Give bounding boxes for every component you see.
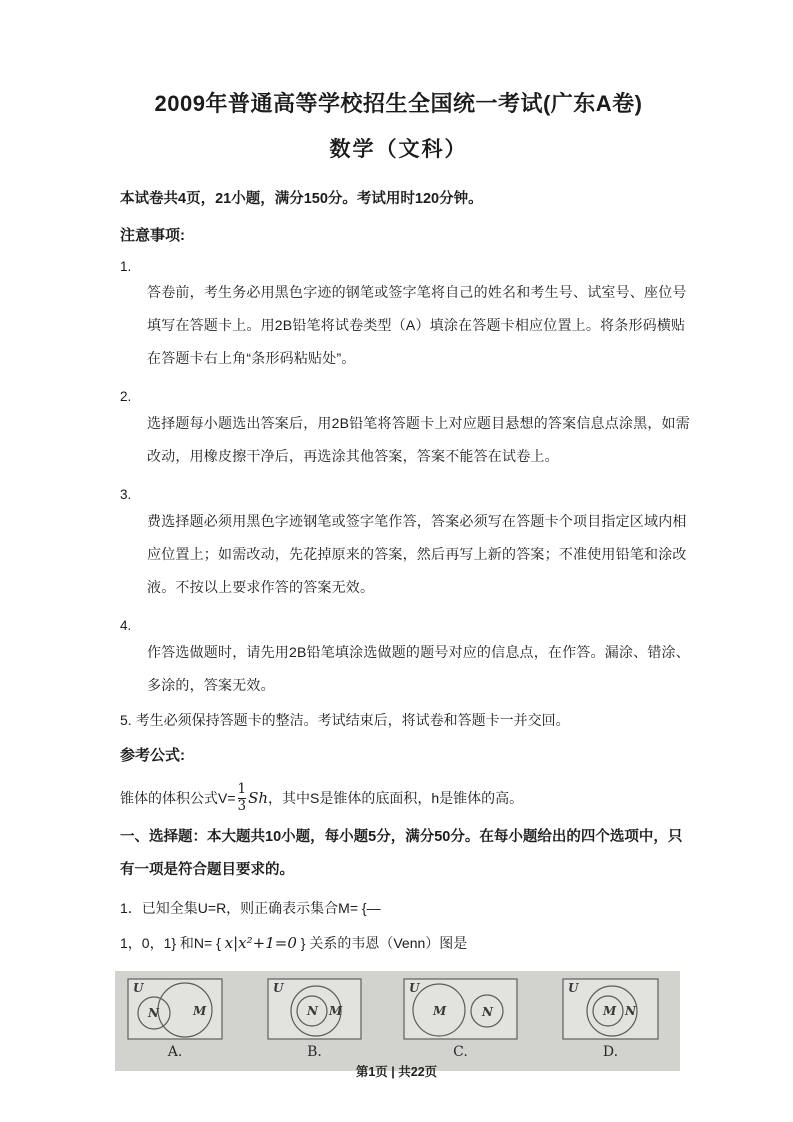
formula-post-text: ，其中S是锥体的底面积，h是锥体的高。 [268, 790, 524, 807]
text-line: 应位置上；如需改动，先花掉原来的答案，然后再写上新的答案；不准使用铅笔和涂改 [147, 546, 687, 563]
note-4-number: 4. [120, 618, 132, 634]
text-line: 改动，用橡皮擦干净后，再选涂其他答案，答案不能答在试卷上。 [147, 448, 559, 465]
formula-variables: Sh [248, 789, 269, 808]
set-m-label: M [193, 1004, 207, 1019]
footer-total-pages: 共22页 [398, 1065, 438, 1079]
venn-option-c [403, 978, 518, 1060]
text-line: 答卷前，考生务必用黑色字迹的钢笔或签字笔将自己的姓名和考生号、试室号、座位号 [147, 284, 687, 301]
option-c-label: C. [453, 1044, 468, 1061]
set-n-label: N [148, 1006, 159, 1021]
text-line: 填写在答题卡上。用2B铅笔将试卷类型（A）填涂在答题卡相应位置上。将条形码横贴 [147, 317, 686, 334]
question-1-line-2-post: } 关系的韦恩（Venn）图是 [296, 935, 468, 952]
set-m-label: M [433, 1004, 447, 1019]
page-content [120, 90, 690, 1071]
question-1-line-2 [120, 926, 677, 961]
note-3-number: 3. [120, 487, 132, 503]
note-4-paragraph [120, 636, 690, 702]
note-2-paragraph [120, 407, 690, 473]
set-n-label: N [307, 1004, 318, 1019]
set-m-label: M [329, 1004, 343, 1019]
venn-diagram-b [267, 978, 362, 1040]
venn-diagram-d [562, 978, 659, 1040]
set-n-label: N [625, 1004, 636, 1019]
note-3-paragraph [120, 505, 687, 604]
universe-label: U [273, 981, 284, 996]
set-n-label: N [482, 1005, 493, 1020]
universe-rect [404, 979, 517, 1039]
venn-diagram-figure [115, 971, 680, 1071]
option-b-label: B. [307, 1044, 322, 1061]
volume-formula-line [120, 775, 677, 821]
universe-label: U [409, 981, 420, 996]
text-line: 作答选做题时，请先用2B铅笔填涂选做题的题号对应的信息点，在作答。漏涂、错涂、 [147, 644, 690, 661]
fraction-numerator: 1 [237, 781, 247, 798]
reference-formula-heading: 参考公式: [120, 747, 185, 765]
universe-label: U [133, 981, 144, 996]
page-subtitle: 数学（文科） [329, 137, 468, 161]
text-line: 液。不按以上要求作答的答案无效。 [147, 579, 375, 596]
note-1-paragraph [120, 276, 687, 375]
option-d-label: D. [602, 1044, 619, 1061]
question-1-set-expression: x|x²+1=0 [224, 934, 297, 953]
footer-separator: | [391, 1065, 395, 1079]
universe-label: U [568, 981, 579, 996]
section-1-heading-line-2: 有一项是符合题目要求的。 [120, 862, 294, 879]
fraction-one-third [238, 782, 247, 814]
question-1-line-2-pre: 1，0，1} 和N= { [120, 935, 225, 952]
section-1-heading-line-1: 一、选择题：本大题共10小题，每小题5分，满分50分。在每小题给出的四个选项中，只 [120, 829, 683, 846]
venn-diagram-a [127, 978, 223, 1040]
note-1-number: 1. [120, 258, 132, 274]
text-line: 多涂的，答案无效。 [147, 677, 275, 694]
fraction-denominator: 3 [237, 797, 247, 814]
footer-page-number: 第1页 [355, 1065, 388, 1079]
venn-diagram-c [403, 978, 518, 1040]
text-line: 在答题卡右上角“条形码粘贴处”。 [147, 350, 356, 367]
question-1-line-1: 1．已知全集U=R，则正确表示集合M= {— [120, 900, 381, 917]
venn-option-d [562, 978, 659, 1060]
page-title: 2009年普通高等学校招生全国统一考试(广东A卷) [154, 91, 643, 116]
exam-meta-line: 本试卷共4页，21小题，满分150分。考试用时120分钟。 [120, 190, 483, 207]
set-m-label: M [603, 1004, 617, 1019]
option-a-label: A. [167, 1044, 183, 1061]
note-2-number: 2. [120, 389, 132, 405]
text-line: 选择题每小题选出答案后，用2B铅笔将答题卡上对应题目悬想的答案信息点涂黑，如需 [147, 415, 690, 432]
page-footer [0, 1062, 793, 1080]
venn-option-a [127, 978, 223, 1060]
venn-option-b [267, 978, 362, 1060]
note-5-line: 5. 考生必须保持答题卡的整洁。考试结束后，将试卷和答题卡一并交回。 [120, 712, 570, 729]
formula-pre-text: 锥体的体积公式V= [120, 790, 236, 807]
notes-heading: 注意事项: [120, 226, 185, 244]
text-line: 费选择题必须用黑色字迹钢笔或签字笔作答，答案必须写在答题卡个项目指定区域内相 [147, 513, 687, 530]
